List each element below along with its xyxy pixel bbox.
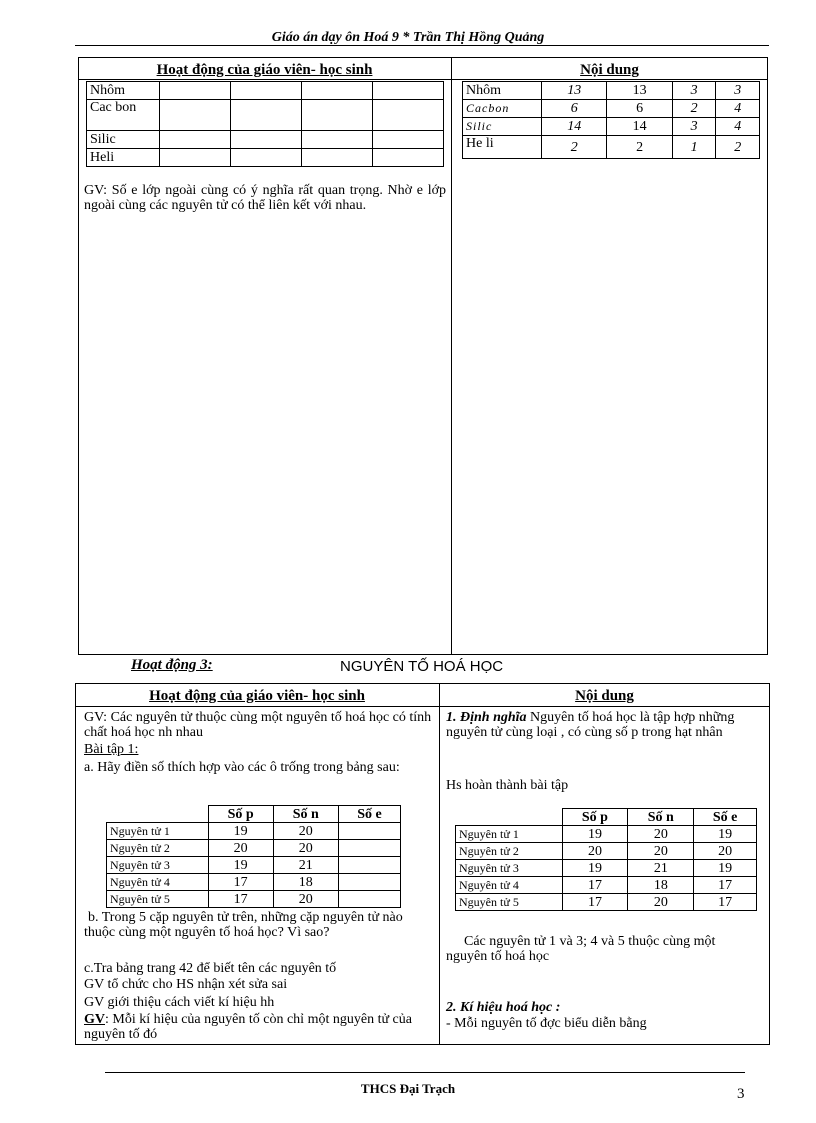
section1-left-table [86,81,444,167]
row-label: Nguyên tử 3 [456,860,563,877]
cell-value [338,874,400,891]
row-label: Nguyên tử 1 [107,823,209,840]
page-header-title: Giáo án dạy ôn Hoá 9 * Trần Thị Hồng Quảng [271,30,545,45]
cell-value: 4 [716,100,760,118]
cell-value: 17 [562,877,628,894]
cell-value: 20 [628,826,694,843]
table-header-row [107,806,401,823]
cell-value: 3 [716,82,760,100]
cell-value: 14 [542,118,607,136]
cell-value [338,891,400,908]
table-row [107,891,401,908]
gv-label: GV [84,1012,105,1027]
cell-value: 19 [208,823,273,840]
exercise-c: c.Tra bảng trang 42 để biết tên các nguyên tố [84,961,337,976]
cell-value [338,857,400,874]
element-name: He li [463,136,542,159]
col-header: Số n [628,809,694,826]
exercise-label: Bài tập 1: [84,742,139,757]
element-name: Silic [87,131,160,149]
exercise-table-blank [106,805,401,908]
section1-left-heading: Hoạt động của giáo viên- học sinh [156,62,373,78]
cell-value: 14 [607,118,672,136]
cell-value: 20 [562,843,628,860]
conclusion: Các nguyên tử 1 và 3; 4 và 5 thuộc cùng một nguyên tố hoá học [446,934,716,964]
section2-left-heading: Hoạt động của giáo viên- học sinh [149,688,365,704]
section2-heading-rule [75,706,770,707]
table-row [463,100,760,118]
activity3-label: Hoạt động 3: [131,657,213,673]
cell-value: 2 [542,136,607,159]
table-row [463,118,760,136]
cell-value: 20 [628,843,694,860]
row-label: Nguyên tử 3 [107,857,209,874]
cell-value: 18 [628,877,694,894]
section1-right-table [462,81,760,159]
table-row [456,877,757,894]
table-row [463,136,760,159]
row-label: Nguyên tử 2 [107,840,209,857]
col-header: Số p [208,806,273,823]
cell-value: 20 [694,843,757,860]
cell-value: 3 [672,82,716,100]
cell-value: 17 [694,877,757,894]
table-row [107,874,401,891]
cell-value: 17 [694,894,757,911]
exercise-b: b. Trong 5 cặp nguyên tử trên, những cặp nguyên tử nào thuộc cùng một nguyên tố hoá học? Vì sao? [84,910,403,940]
table-row [87,100,444,131]
footer-rule [105,1072,745,1073]
cell-value: 17 [208,891,273,908]
exercise-table-filled [455,808,757,911]
cell-value: 19 [208,857,273,874]
col-header: Số p [562,809,628,826]
hs-complete-text: Hs hoàn thành bài tập [446,778,569,793]
section1-heading-rule [78,79,768,80]
table-row [456,843,757,860]
table-row [87,149,444,167]
row-label: Nguyên tử 4 [107,874,209,891]
cell-value: 2 [607,136,672,159]
cell-value: 2 [672,100,716,118]
cell-value: 13 [542,82,607,100]
table-header-row [456,809,757,826]
section2-left-intro: GV: Các nguyên tử thuộc cùng một nguyên tố hoá học có tính chất hoá học nh nhau [84,710,432,740]
cell-value: 6 [607,100,672,118]
cell-value: 19 [694,826,757,843]
section2-right-heading: Nội dung [575,688,634,704]
cell-value [338,823,400,840]
section1-divider [451,57,452,655]
cell-value [338,840,400,857]
cell-value: 17 [562,894,628,911]
footer-school: THCS Đại Trạch [360,1081,456,1096]
cell-value: 18 [273,874,338,891]
table-row [107,840,401,857]
row-label: Nguyên tử 1 [456,826,563,843]
cell-value: 1 [672,136,716,159]
table-row [456,894,757,911]
gv-note-3-text: : Mỗi kí hiệu của nguyên tố còn chỉ một nguyên tử của nguyên tố đó [84,1012,412,1042]
row-label: Nguyên tử 4 [456,877,563,894]
gv-note-2: GV giới thiệu cách viết kí hiệu hh [84,995,275,1010]
definition-label: 1. Định nghĩa [446,710,527,725]
table-row [87,82,444,100]
gv-note-1: GV tổ chức cho HS nhận xét sửa sai [84,977,288,992]
element-name: Silic [463,118,542,136]
gv-note-3 [84,1012,434,1042]
exercise-a: a. Hãy điền số thích hợp vào các ô trống trong bảng sau: [84,760,400,775]
table-row [463,82,760,100]
element-name: Cacbon [463,100,542,118]
col-header: Số e [694,809,757,826]
col-header: Số n [273,806,338,823]
table-row [107,823,401,840]
cell-value: 17 [208,874,273,891]
cell-value: 19 [562,826,628,843]
table-row [456,826,757,843]
cell-value: 20 [273,840,338,857]
row-label: Nguyên tử 2 [456,843,563,860]
section1-gv-note: GV: Số e lớp ngoài cùng có ý nghĩa rất quan trọng. Nhờ e lớp ngoài cùng các nguyên tử có thể liên kết với nhau. [84,183,446,213]
cell-value: 21 [273,857,338,874]
cell-value: 19 [562,860,628,877]
table-row [456,860,757,877]
cell-value: 20 [273,823,338,840]
table-row [87,131,444,149]
activity3-title: NGUYÊN TỐ HOÁ HỌC [340,658,504,675]
row-label: Nguyên tử 5 [107,891,209,908]
page-number: 3 [737,1086,745,1102]
cell-value: 20 [273,891,338,908]
symbol-heading: 2. Kí hiệu hoá học : [446,1000,561,1015]
cell-value: 13 [607,82,672,100]
definition-text: Nguyên tố hoá học là tập hợp những nguyên tử cùng loại , có cùng số p trong hạt nhân [446,710,735,740]
cell-value: 19 [694,860,757,877]
cell-value: 21 [628,860,694,877]
section1-right-heading: Nội dung [580,62,639,78]
cell-value: 20 [208,840,273,857]
cell-value: 4 [716,118,760,136]
header-rule [75,45,769,46]
symbol-text: - Mỗi nguyên tố đợc biểu diễn bằng [446,1016,647,1031]
element-name: Cac bon [87,100,160,131]
element-name: Nhôm [87,82,160,100]
section2-divider [439,683,440,1045]
row-label: Nguyên tử 5 [456,894,563,911]
cell-value: 2 [716,136,760,159]
cell-value: 3 [672,118,716,136]
definition [446,710,766,740]
cell-value: 6 [542,100,607,118]
element-name: Heli [87,149,160,167]
element-name: Nhôm [463,82,542,100]
cell-value: 20 [628,894,694,911]
table-row [107,857,401,874]
col-header: Số e [338,806,400,823]
